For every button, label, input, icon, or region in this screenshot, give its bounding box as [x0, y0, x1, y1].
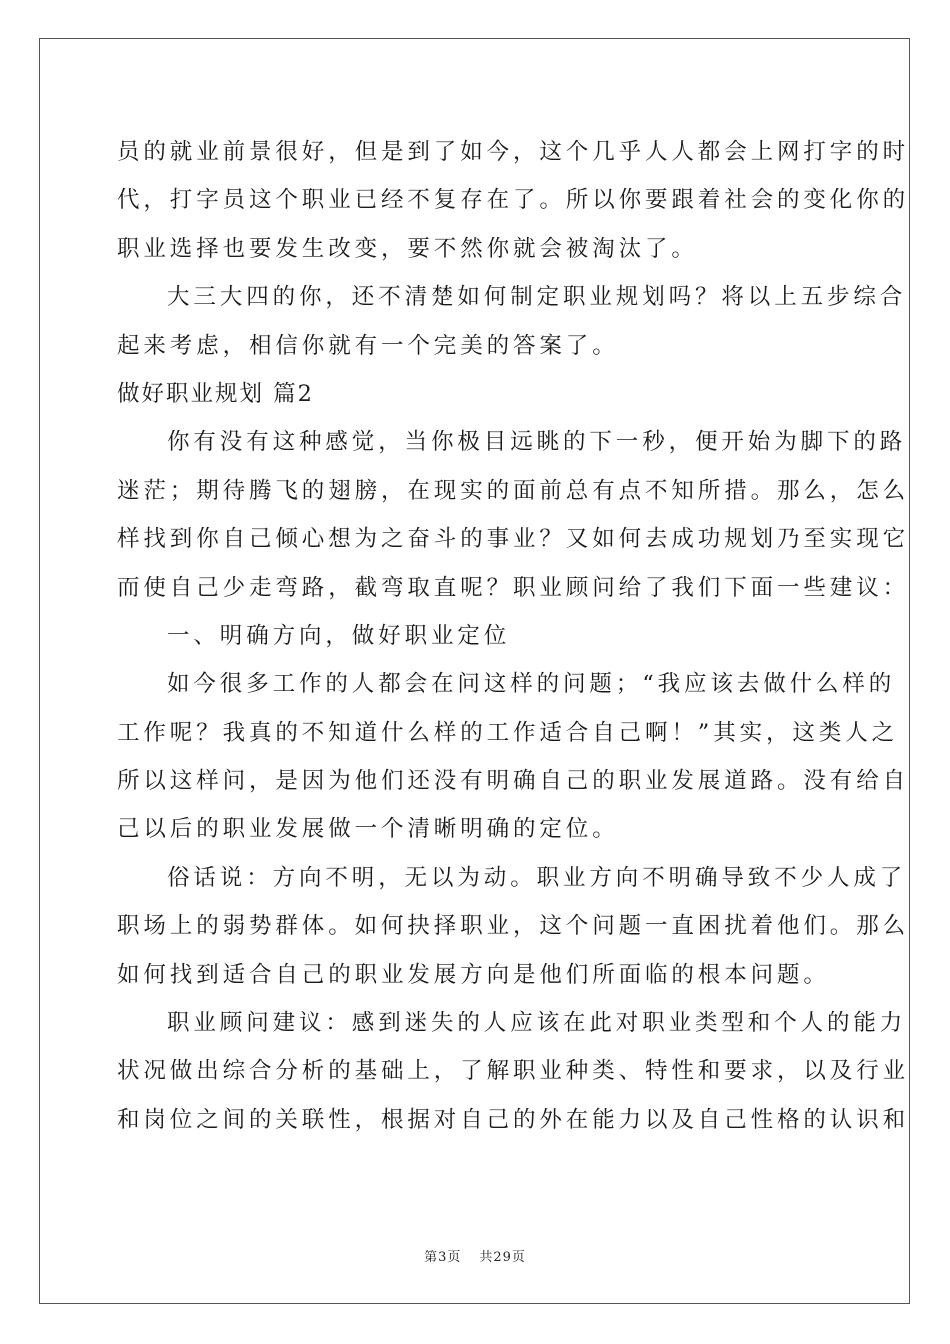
paragraph-line: 迷茫；期待腾飞的翅膀，在现实的面前总有点不知所措。那么，怎么 [117, 477, 910, 504]
paragraph-line: 职业选择也要发生改变，要不然你就会被淘汰了。 [117, 235, 698, 262]
paragraph-line: 所以这样问，是因为他们还没有明确自己的职业发展道路。没有给自 [117, 768, 910, 795]
paragraph-line: 起来考虑，相信你就有一个完美的答案了。 [117, 332, 619, 359]
paragraph-line: 如今很多工作的人都会在问这样的问题；“我应该去做什么样的 [167, 671, 896, 698]
paragraph-line: 样找到你自己倾心想为之奋斗的事业？又如何去成功规划乃至实现它 [117, 526, 910, 553]
paragraph-line: 代，打字员这个职业已经不复存在了。所以你要跟着社会的变化你的 [117, 187, 910, 214]
paragraph-line: 员的就业前景很好，但是到了如今，这个几乎人人都会上网打字的时 [117, 139, 910, 165]
section-heading: 做好职业规划 篇2 [117, 380, 314, 407]
page-footer [0, 1246, 950, 1265]
page-total: 共29页 [479, 1250, 526, 1265]
page-number: 第3页 [424, 1250, 462, 1265]
paragraph-line: 己以后的职业发展做一个清晰明确的定位。 [117, 816, 619, 843]
paragraph-line: 职场上的弱势群体。如何抉择职业，这个问题一直困扰着他们。那么 [117, 913, 910, 940]
paragraph-line: 大三大四的你，还不清楚如何制定职业规划吗？将以上五步综合 [167, 284, 907, 311]
document-body [117, 128, 910, 1144]
paragraph-line: 状况做出综合分析的基础上，了解职业种类、特性和要求，以及行业 [117, 1058, 910, 1085]
paragraph-line: 你有没有这种感觉，当你极目远眺的下一秒，便开始为脚下的路 [167, 429, 907, 456]
paragraph-line: 而使自己少走弯路，截弯取直呢？职业顾问给了我们下面一些建议： [117, 574, 910, 601]
paragraph-line: 如何找到适合自己的职业发展方向是他们所面临的根本问题。 [117, 961, 830, 988]
paragraph-line: 工作呢？我真的不知道什么样的工作适合自己啊！”其实，这类人之 [117, 719, 899, 746]
paragraph-line: 和岗位之间的关联性，根据对自己的外在能力以及自己性格的认识和 [117, 1106, 910, 1133]
paragraph-line: 职业顾问建议：感到迷失的人应该在此对职业类型和个人的能力 [167, 1010, 907, 1037]
subheading-line: 一、明确方向，做好职业定位 [167, 622, 511, 649]
paragraph-line: 俗话说：方向不明，无以为动。职业方向不明确导致不少人成了 [167, 864, 907, 891]
